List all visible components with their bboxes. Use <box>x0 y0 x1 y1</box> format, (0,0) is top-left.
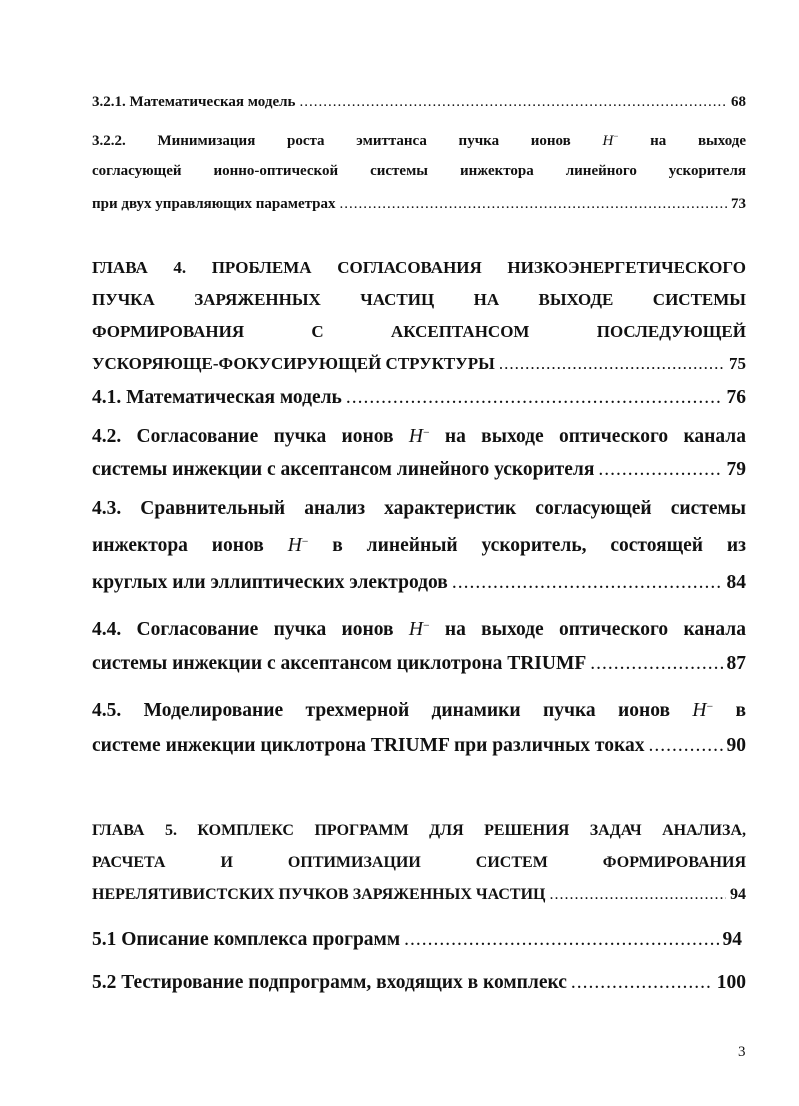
toc-entry-5-1[interactable] <box>92 930 742 950</box>
toc-entry-title: круглых или эллиптических электродов <box>92 572 448 593</box>
toc-entry-title: в линейный ускоритель, состоящей из <box>332 535 746 556</box>
dot-leader <box>590 654 722 674</box>
dot-leader <box>340 197 728 212</box>
h-minus-symbol: H− <box>287 535 309 556</box>
chapter-4-line3: ФОРМИРОВАНИЯ С АКСЕПТАНСОМ ПОСЛЕДУЮЩЕЙ <box>92 322 746 341</box>
chapter-5-line1[interactable]: ГЛАВА 5. КОМПЛЕКС ПРОГРАММ ДЛЯ РЕШЕНИЯ ЗАДАЧ АНАЛИЗА, <box>92 822 746 839</box>
chapter-4-line4[interactable] <box>92 355 746 372</box>
toc-entry-4-5-line2[interactable] <box>92 736 746 756</box>
toc-entry-title: 4.2. Согласование пучка ионов <box>92 426 394 447</box>
dot-leader <box>648 736 722 756</box>
toc-entry-4-4-line2[interactable] <box>92 654 746 674</box>
toc-entry-title: УСКОРЯЮЩЕ-ФОКУСИРУЮЩЕЙ СТРУКТУРЫ <box>92 354 495 373</box>
h-minus-symbol: H− <box>692 700 714 721</box>
dot-leader <box>499 355 725 372</box>
chapter-5-line2: РАСЧЕТА И ОПТИМИЗАЦИИ СИСТЕМ ФОРМИРОВАНИЯ <box>92 854 746 871</box>
toc-entry-4-4-line1[interactable] <box>92 620 746 640</box>
toc-entry-title: 5.1 Описание комплекса программ <box>92 929 401 950</box>
toc-entry-title: 5.2 Тестирование подпрограмм, входящих в комплекс <box>92 972 567 993</box>
h-minus-symbol: H− <box>408 619 430 640</box>
toc-entry-4-1[interactable] <box>92 388 746 408</box>
chapter-5-line3[interactable] <box>92 887 746 903</box>
toc-entry-4-2-line2[interactable] <box>92 460 746 480</box>
dot-leader <box>550 887 727 903</box>
chapter-4-line2: ПУЧКА ЗАРЯЖЕННЫХ ЧАСТИЦ НА ВЫХОДЕ СИСТЕМЫ <box>92 290 746 309</box>
toc-page-number: 75 <box>729 354 746 373</box>
toc-page-number: 100 <box>716 972 746 993</box>
toc-entry-4-3-line2 <box>92 536 746 556</box>
toc-entry-title: 4.1. Математическая модель <box>92 387 342 408</box>
toc-entry-title: 4.4. Согласование пучка ионов <box>92 619 394 640</box>
toc-entry-title: 4.5. Моделирование трехмерной динамики пучка ионов <box>92 700 671 721</box>
toc-entry-title: на выходе <box>650 133 747 149</box>
toc-page-number: 90 <box>726 735 746 756</box>
toc-entry-title: НЕРЕЛЯТИВИСТСКИХ ПУЧКОВ ЗАРЯЖЕННЫХ ЧАСТИЦ <box>92 886 546 903</box>
toc-entry-title: системе инжекции циклотрона TRIUMF при различных токах <box>92 735 645 756</box>
toc-entry-title: системы инжекции с аксептансом линейного ускорителя <box>92 459 595 480</box>
toc-entry-3-2-2-line2: согласующей ионно-оптической системы инжектора линейного ускорителя <box>92 163 746 179</box>
h-minus-symbol: H− <box>408 426 430 447</box>
toc-entry-title: инжектора ионов <box>92 535 264 556</box>
toc-entry-4-5-line1[interactable] <box>92 701 746 721</box>
dot-leader <box>346 388 723 408</box>
toc-page-number: 79 <box>726 459 746 480</box>
toc-entry-title: 3.2.1. Математическая модель <box>92 94 296 110</box>
toc-entry-title: системы инжекции с аксептансом циклотрона TRIUMF <box>92 653 587 674</box>
toc-entry-4-3-line1[interactable]: 4.3. Сравнительный анализ характеристик согласующей системы <box>92 498 746 519</box>
page-number: 3 <box>738 1044 746 1060</box>
h-minus-symbol: H− <box>602 131 619 149</box>
dot-leader <box>571 973 713 993</box>
toc-entry-title: при двух управляющих параметрах <box>92 196 336 212</box>
toc-entry-title: на выходе оптического канала <box>444 426 747 447</box>
toc-entry-title: 3.2.2. Минимизация роста эмиттанса пучка ионов <box>92 133 571 149</box>
toc-page-number: 94 <box>730 886 746 903</box>
toc-entry-3-2-2-line1[interactable] <box>92 132 746 149</box>
toc-entry-4-2-line1[interactable] <box>92 427 746 447</box>
toc-page-number: 94 <box>722 929 742 950</box>
toc-entry-3-2-2-line3[interactable] <box>92 197 746 212</box>
toc-page-number: 73 <box>731 196 746 212</box>
toc-entry-title: на выходе оптического канала <box>444 619 747 640</box>
toc-entry-3-2-1[interactable] <box>92 95 746 110</box>
toc-entry-title: в <box>735 700 747 721</box>
dot-leader <box>598 460 722 480</box>
toc-page-number: 87 <box>726 653 746 674</box>
toc-entry-4-3-line3[interactable] <box>92 573 746 593</box>
toc-page-number: 76 <box>726 387 746 408</box>
chapter-4-line1[interactable]: ГЛАВА 4. ПРОБЛЕМА СОГЛАСОВАНИЯ НИЗКОЭНЕРГЕТИЧЕСКОГО <box>92 258 746 277</box>
dot-leader <box>452 573 723 593</box>
toc-entry-5-2[interactable] <box>92 973 746 993</box>
dot-leader <box>404 930 718 950</box>
toc-page-number: 68 <box>731 94 746 110</box>
dot-leader <box>299 95 727 110</box>
toc-page-number: 84 <box>726 572 746 593</box>
